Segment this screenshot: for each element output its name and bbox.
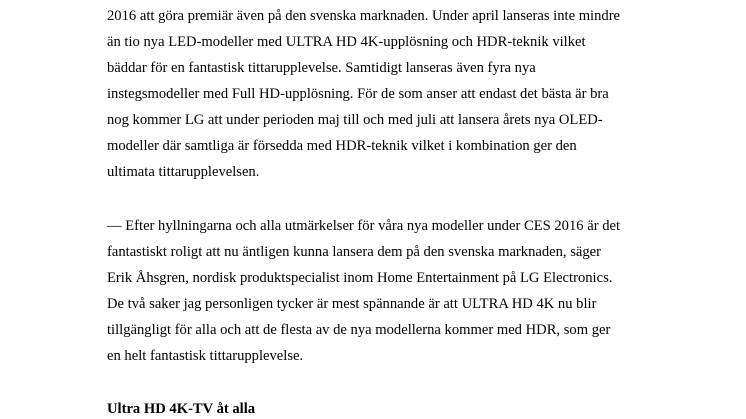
- text-line: — Efter hyllningarna och alla utmärkelser för våra nya modeller under CES 2016 är det: [107, 218, 621, 234]
- text-line: ultimata tittarupplevelsen.: [107, 164, 260, 180]
- text-line: 2016 att göra premiär även på den svenska marknaden. Under april lanseras inte mindre: [107, 8, 621, 24]
- text-line: modeller där samtliga är försedda med HDR-teknik vilket i kombination ger den: [107, 138, 577, 154]
- text-line: fantastiskt roligt att nu äntligen kunna lansera dem på den svenska marknaden, säger: [107, 244, 602, 260]
- text-line: bäddar för en fantastisk tittarupplevelse. Samtidigt lanseras även fyra nya: [107, 60, 536, 76]
- text-line: än tio nya LED-modeller med ULTRA HD 4K-upplösning och HDR-teknik vilket: [107, 34, 586, 50]
- text-line: De två saker jag personligen tycker är mest spännande är att ULTRA HD 4K nu blir: [107, 296, 597, 312]
- text-line: tillgängligt för alla och att de flesta av de nya modellerna kommer med HDR, som ger: [107, 322, 611, 338]
- text-line: en helt fantastisk tittarupplevelse.: [107, 348, 304, 364]
- text-line: Erik Åhsgren, nordisk produktspecialist inom Home Entertainment på LG Electronics.: [107, 270, 613, 286]
- text-line: nog kommer LG att under perioden maj till och med juli att lansera årets nya OLED-: [107, 112, 603, 128]
- text-line: instegsmodeller med Full HD-upplösning. För de som anser att endast det bästa är bra: [107, 86, 609, 102]
- section-heading: Ultra HD 4K-TV åt alla: [107, 401, 256, 417]
